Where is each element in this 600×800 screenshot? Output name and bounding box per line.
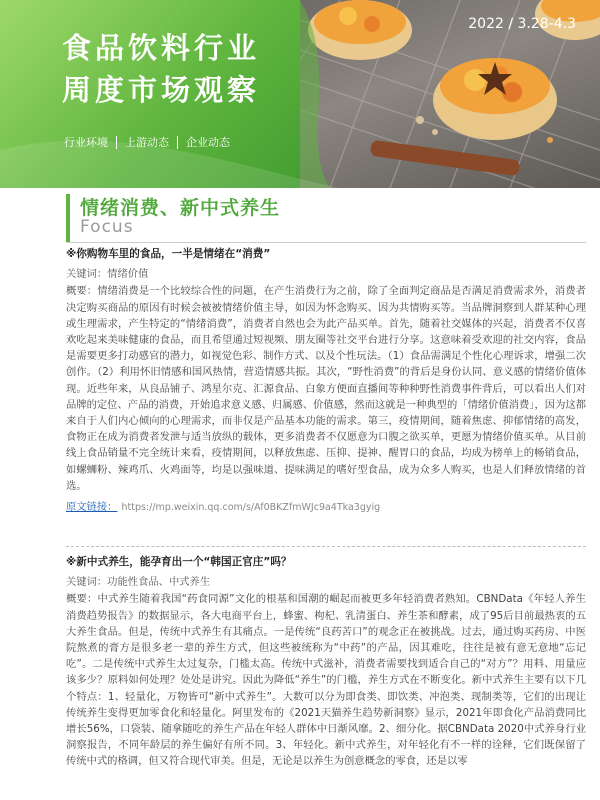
source-link-url[interactable]: https://mp.weixin.qq.com/s/Af0BKZfmWJc9a4Tka3gyig: [121, 502, 381, 514]
nav-item-upstream-news[interactable]: 上游动态: [125, 136, 169, 149]
article-keywords: 关键词：情绪价值: [66, 268, 149, 281]
nav-divider: [177, 136, 178, 149]
nav-item-industry-environment[interactable]: 行业环境: [64, 136, 108, 149]
date-range: 2022 / 3.28-4.3: [468, 16, 576, 32]
main-title-line2: 周度市场观察: [62, 73, 261, 107]
section-title: 情绪消费、新中式养生: [80, 197, 281, 219]
article-summary: 概要：情绪消费是一个比较综合性的问题，在产生消费行为之前，除了全面判定商品是否满足消费需求外，消费者决定购买商品的原因有时候会被被情绪价值主导，如因为怀念购买、因为共情购买等。当品牌洞察到人群某种心理或生理需求，产生特定的“情绪消费”，消费者自然也会为此产品买单。首先，随着社交媒体的兴起，消费者不仅喜欢吃起来美味健康的食品，而且希望通过短视频、朋友圈等社交平台进行分享。这意味着受欢迎的社交内容，食品是需要更多打动感官的潜力，如视觉色彩、制作方式、以及个性玩法。（1）食品需满足个性化心理诉求，增强二次创作。（2）利用怀旧情感和国风热情，营造情感共振。其次，“野性消费”的背后是身份认同、意义感的情绪价值体现。近些年来，从良品铺子、鸿星尔克、汇源食品、白象方便面直播间等种种野性消费事件背后，可以看出人们对品牌的定位、产品的消费，开始追求意义感、归属感、价值感，然而这就是一种典型的「情绪价值消费」，因为这都来自于人们内心倾向的心理需求，而非仅是产品基本功能的需求。第三，疫情期间，随着焦虑、抑郁情绪的高发，食物正在成为消费者发泄与适当放纵的载体，更多消费者不仅愿意为口腹之欲买单，更愿为情绪价值买单。从目前线上食品销量不完全统计来看，疫情期间，以释放焦虑、压抑、提神、醒胃口的食品，均成为榜单上的畅销食品，如螺蛳粉、辣鸡爪、火鸡面等，均是以强味道、提味满足的嗜好型食品，成为众多人购买，也是人们释放情绪的首选。: [66, 285, 586, 492]
article-keywords: 关键词：功能性食品、中式养生: [66, 576, 211, 589]
header-nav: [64, 134, 230, 150]
header-banner: [0, 0, 600, 188]
article-title: ※新中式养生，能孕育出一个“韩国正官庄”吗？: [66, 556, 292, 568]
nav-divider: [116, 136, 117, 149]
section-subtitle: Focus: [80, 217, 134, 237]
section-underline: [66, 242, 586, 243]
article-summary: 概要：中式养生随着我国“药食同源”文化的根基和国潮的崛起而被更多年轻消费者熟知。CBNData《年轻人养生消费趋势报告》的数据显示，各大电商平台上，蜂蜜、枸杞、乳清蛋白、养生茶和酵素，成了95后目前最热衷的五大养生食品。但是，传统中式养生有其痛点。一是传统“良药苦口”的观念正在被挑战。过去，通过购买药房、中医院熬煮的膏方是很多老一辈的养生方式，但这些被统称为“中药”的产品，因其难吃，往往是被有意无意地“忘记吃”。二是传统中式养生太过复杂，门槛太高。传统中式滋补，消费者需要找到适合自己的“对方”？用料、用量应该多少？原料如何处理？处处是讲究。因此为降低“养生”的门槛，养生方式在不断变化。新中式养生主要有以下几个特点：1、轻量化，万物皆可“新中式养生”。大数可以分为即食类、即饮类、冲泡类、现制类等，它们的出现让传统养生变得更加零食化和轻量化。阿里发布的《2021天猫养生趋势新洞察》显示，2021年即食化产品消费同比增长56%，口袋装、随拿随吃的养生产品在年轻人群体中日渐风靡。2、细分化。据CBNData 2020中式养身行业洞察报告，不同年龄层的养生偏好有所不同。3、年轻化。新中式养生，对年轻化有不一样的诠释，它们既保留了传统中式的格调，但又符合现代审美。但是，无论是以养生为创意概念的零食，还是以零: [66, 593, 586, 768]
source-link-label[interactable]: 原文链接：: [66, 501, 118, 514]
article-title: ※你购物车里的食品，一半是情绪在“消费”: [66, 248, 271, 260]
main-title-line1: 食品饮料行业: [62, 31, 261, 65]
article-emotional-consumption: [66, 246, 586, 516]
section-accent-bar: [66, 194, 70, 242]
nav-item-company-news[interactable]: 企业动态: [186, 136, 230, 149]
article-new-chinese-wellness: [66, 554, 586, 770]
article-source-link: [66, 499, 586, 516]
article-divider: [66, 546, 586, 547]
